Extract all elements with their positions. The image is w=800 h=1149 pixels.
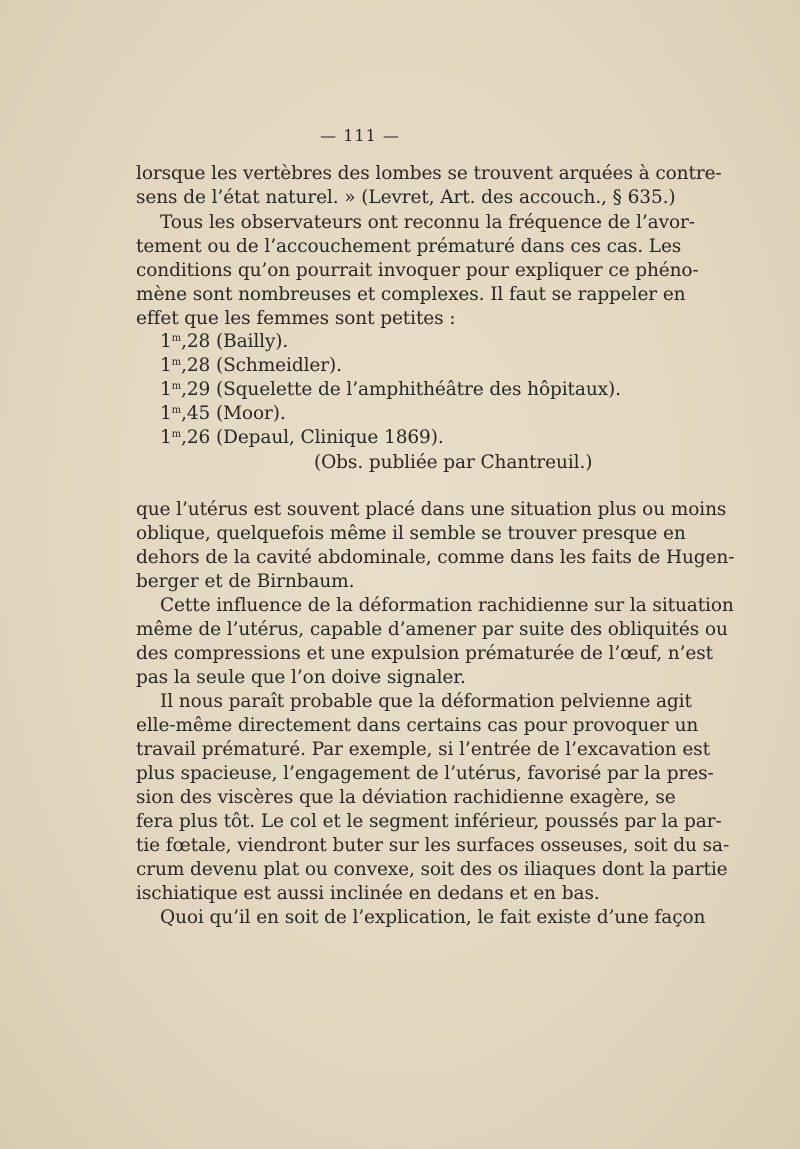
text-line: des compressions et une expulsion prématurée de l’œuf, n’est [136,643,713,664]
text-line: conditions qu’on pourrait invoquer pour expliquer ce phéno- [136,260,699,281]
text-line: tie fœtale, viendront buter sur les surfaces osseuses, soit du sa- [136,835,730,856]
text-line: Tous les observateurs ont reconnu la fréquence de l’avor- [160,212,695,233]
measurement-item: 1$^m$,28 (Bailly). [160,331,289,352]
text-line: elle-même directement dans certains cas pour provoquer un [136,715,699,736]
text-line: travail prématuré. Par exemple, si l’entrée de l’excavation est [136,739,710,760]
text-line: Quoi qu’il en soit de l’explication, le fait existe d’une façon [160,907,706,928]
text-line: effet que les femmes sont petites : [136,308,456,329]
text-line: tement ou de l’accouchement prématuré dans ces cas. Les [136,236,682,257]
text-line: plus spacieuse, l’engagement de l’utérus, favorisé par la pres- [136,763,714,784]
measurement-item: 1$^m$,45 (Moor). [160,403,286,424]
text-line: Il nous paraît probable que la déformation pelvienne agit [160,691,692,712]
measurement-item: 1$^m$,28 (Schmeidler). [160,355,342,376]
text-line: dehors de la cavité abdominale, comme dans les faits de Hugen- [136,547,735,568]
text-line: berger et de Birnbaum. [136,571,355,592]
text-line: lorsque les vertèbres des lombes se trouvent arquées à contre- [136,163,722,184]
text-line: sion des viscères que la déviation rachidienne exagère, se [136,787,676,808]
text-line: pas la seule que l’on doive signaler. [136,667,466,688]
attribution: (Obs. publiée par Chantreuil.) [314,452,593,473]
text-line: fera plus tôt. Le col et le segment inférieur, poussés par la par- [136,811,722,832]
text-line: crum devenu plat ou convexe, soit des os iliaques dont la partie [136,859,728,880]
text-line: sens de l’état naturel. » (Levret, Art. des accouch., § 635.) [136,187,676,208]
measurement-item: 1$^m$,26 (Depaul, Clinique 1869). [160,427,444,448]
text-line: même de l’utérus, capable d’amener par suite des obliquités ou [136,619,728,640]
text-line: que l’utérus est souvent placé dans une situation plus ou moins [136,499,727,520]
text-line: oblique, quelquefois même il semble se trouver presque en [136,523,686,544]
page-number: — 111 — [320,126,400,145]
text-line: ischiatique est aussi inclinée en dedans et en bas. [136,883,600,904]
text-line: mène sont nombreuses et complexes. Il faut se rappeler en [136,284,686,305]
measurement-item: 1$^m$,29 (Squelette de l’amphithéâtre des hôpitaux). [160,379,621,400]
text-line: Cette influence de la déformation rachidienne sur la situation [160,595,734,616]
